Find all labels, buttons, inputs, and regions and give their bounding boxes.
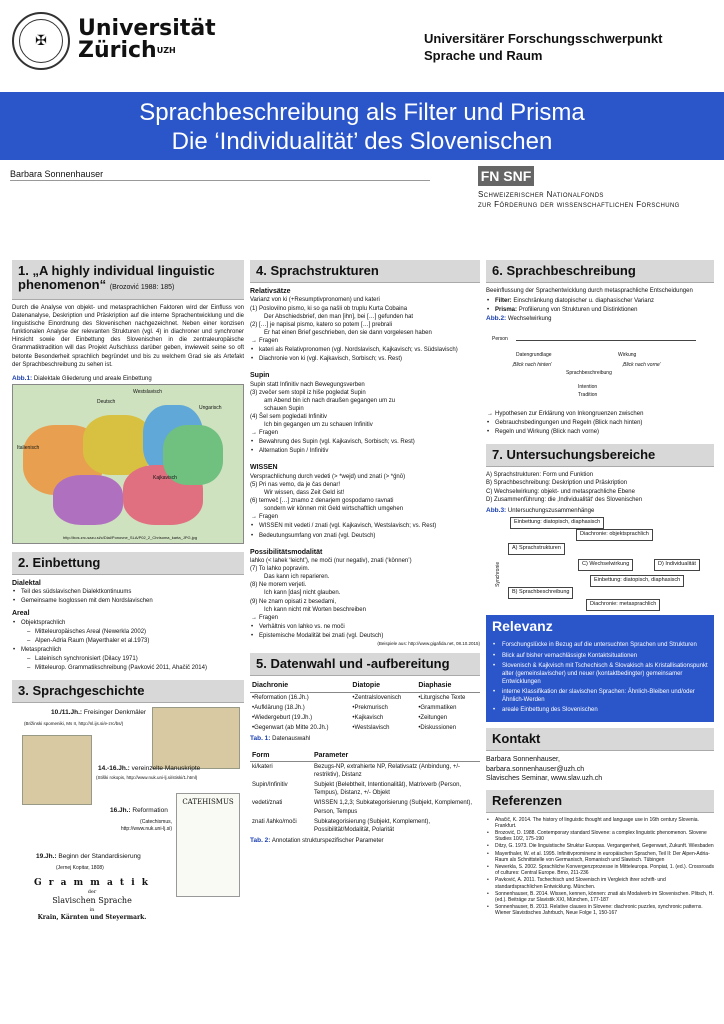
research-program	[424, 30, 664, 64]
text-refs-items-6: • Sonnenhauser, B. 2014. Wissen, kennen, können: znati als Modalverb im Slovenischen. Plitsch, H. (ed.). Beiträge zur Slavistik XXI, München, 177-187	[486, 891, 714, 903]
text-s6-diag-s: Sprachbeschreibung	[566, 370, 612, 377]
tr-element	[250, 750, 480, 762]
text-s7-items-3: D) Zusammenführung: die ‚Individualität‘ des Slovenischen	[486, 496, 643, 503]
kopitar-grammar-title	[12, 877, 172, 922]
data-table-1	[250, 680, 480, 733]
text-s4-mod_lines-4: Ich kann [das] nicht glauben.	[264, 590, 341, 597]
text-s6-items-0-b: Filter:	[495, 298, 512, 305]
ul-element	[12, 628, 244, 645]
divider	[10, 180, 430, 181]
text-s3-d_src: (Jernej Kopitar, 1808)	[56, 865, 104, 872]
text-s7-boxes-syn: Synchronie	[495, 562, 502, 588]
areal-heading: Areal	[12, 610, 30, 618]
tr-element	[250, 703, 480, 713]
text-s4-sup_items-1: • Alternation Supin / Infinitiv	[250, 447, 480, 455]
text-kontakt-lines-0: Barbara Sonnenhauser,	[486, 756, 560, 764]
text-s7-fig: Untersuchungszusammenhänge	[507, 507, 595, 514]
tr-element	[250, 723, 480, 733]
text-s6-fig_label: Abb.2:	[486, 315, 507, 323]
text-s5-t1_rows-1-0: •Aufklärung (18.Jh.)	[252, 704, 305, 711]
text-s4-fragen: → Fragen	[250, 429, 480, 437]
tr-element	[250, 692, 480, 703]
text-s4-rel_lines-0: Varianz von ki (+Resumptivpronomen) und kateri	[250, 297, 380, 304]
div-element	[36, 709, 146, 718]
text-s7-boxes-diach2: Diachronie: metasprachlich	[586, 599, 660, 610]
text-s3-gram_line4: in	[89, 906, 95, 913]
text-s5-t2_rows-0-1: Bezugs-NP, extrahierte NP, Relativsatz (Anbindung, +/- restriktiv), Distanz	[314, 764, 461, 779]
text-s5-t2_headers-0: Form	[250, 750, 312, 762]
text-s4-mod_lines-0: lahko (< lahek ‘leicht’), ne moči (nur negativ), znati (‘können’)	[250, 558, 412, 565]
text-s6-hyp_items-0: • Gebrauchsbedingungen und Regeln (Blick nach hinten)	[486, 419, 714, 427]
text-s5-t2_rows-1-1: Subjekt (Belebtheit, Intentionalität), Matrixverb (Person, Tempus), Distanz, +/- Objekt	[314, 782, 462, 797]
div-element	[478, 190, 680, 210]
text-s3-b: 14.-16.Jh.:	[98, 765, 130, 773]
text-s6-diag-p: Person	[492, 336, 508, 343]
text-s4-wissen_lines-0: Versprachlichung durch vedeti (> *wejd) und znati (> *ǵnō)	[250, 473, 406, 480]
text-s5-t2_caption: Annotation strukturspezifischer Parameter	[271, 837, 384, 844]
text-s5-t1_rows-2-0: •Wiedergeburt (19.Jh.)	[252, 714, 313, 721]
text-s6-items-0-t: Einschränkung diatopischer u. diaphasischer Varianz	[513, 298, 654, 305]
text-refs-items-1: • Brozović, D. 1988. Contemporary standard Slovene: a complex linguistic phenomenon. Slovene Studies 10/2, 175-190	[486, 830, 714, 842]
div-element	[250, 735, 480, 744]
text-s4-rel_items-1: • Diachronie von ki (vgl. Kajkavisch, Sorbisch; vs. Rest)	[250, 355, 480, 363]
div-element	[486, 507, 714, 516]
div-element	[53, 475, 123, 525]
text-s4-fragen: → Fragen	[250, 513, 480, 521]
column-1	[12, 260, 244, 961]
text-s7-boxes-b: B) Sprachbeschreibung	[508, 587, 573, 598]
relevanz-box	[486, 615, 714, 722]
text-s6-items-1-b: Prisma:	[495, 307, 518, 314]
text-s4-rel_lines-2: Der Abschiedsbrief, den man [ihn], bei […] gefunden hat	[264, 313, 414, 320]
section-4-title: 4. Sprachstrukturen	[250, 260, 480, 283]
history-panel	[12, 707, 244, 961]
ul-element	[250, 429, 480, 455]
program-line2: Sprache und Raum	[424, 48, 543, 63]
text-refs-items-2: • Ditzy, G. 1973. Die linguistische Struktur Europas. Vergangenheit, Gegenwart, Zukunft. Wiesbaden	[486, 843, 714, 849]
text-s2-meta_items-1: – Mitteleurop. Grammatikschreibung (Pavković 2011, Ahačič 2014)	[26, 664, 244, 672]
text-s1-title: 1. „A highly individual linguistic phenomenon“	[18, 263, 215, 292]
text-s4-sup_lines-2: am Abend bin ich nach draußen gegangen um zu	[264, 397, 396, 404]
text-s4-rel: Relativsätze	[250, 288, 291, 295]
text-s5-t1_rows-1-1: •Prekmurisch	[352, 704, 388, 711]
text-s7-boxes-diach: Diachronie: objektsprachlich	[576, 529, 653, 540]
contact-web[interactable]: Slavisches Seminar, www.slav.uzh.ch	[486, 775, 603, 783]
text-s1-cite: (Brozović 1988: 185)	[109, 284, 175, 291]
text-s5-t1_caption: Datenauswahl	[272, 735, 311, 742]
text-s6-items-1-t: Profilierung von Strukturen und Distinktionen	[518, 307, 638, 314]
text-s4-mod_lines-3: (8) Ne morem verjeti.	[250, 582, 307, 589]
text-s3-gram_line5: Krain, Kärnten und Steyermark.	[37, 913, 147, 921]
uzh-logo	[12, 12, 216, 72]
text-s2-dialektal_items-0: • Teil des südslavischen Dialektkontinuums	[12, 588, 244, 596]
div-element	[486, 287, 714, 436]
text-s6-diag-h: ‚Blick nach hinten‘	[512, 362, 553, 369]
text-s5-t2_rows-0-0: ki/kateri	[252, 764, 273, 771]
text-s5-t2_rows-2-0: vedeti/znati	[252, 800, 283, 807]
stiski-manuscript	[22, 735, 92, 805]
text-s5-t1_rows-1-2: •Grammatiken	[418, 704, 457, 711]
ul-element	[486, 817, 714, 917]
ul-element	[486, 641, 714, 714]
text-s5-t1_rows-2-2: •Zeitungen	[418, 714, 448, 721]
ul-element	[12, 646, 244, 654]
text-relevanz-title: Relevanz	[486, 615, 714, 637]
program-line1: Universitärer Forschungsschwerpunkt	[424, 31, 663, 46]
text-refs-items-7: • Sonnenhauser, B. 2013. Relative clauses in Slovene: diachronic puzzles, synchronic patterns. Wiener Slavistisches Jahrbuch, Neue Folge 1, 150-167	[486, 904, 714, 916]
map-label-ungarisch: Ungarisch	[199, 404, 222, 411]
section-1-text: Durch die Analyse von objekt- und metasprachlichen Faktoren wird der Einfluss von Datenanalyse, Deskription und Präskription auf die interne Sprachentwicklung und die linguistische Einordnung des Slovenischen nachgezeichnet. Neben einer konzisen funktionalen Analyse der relevanten Strukturen (vgl. 4) in diachroner und synchroner Hinsicht sowie der Einbettung des Slovenischen in die zentraleuropäische Grammatiktradition will das Projekt Aufschluss darüber geben, inwieweit seine so oft betonte Besonderheit sprachlich begründet und bis zu welchem Grad sie als Artefakt der Sprachbeschreibung zu sehen ist.	[12, 305, 244, 368]
text-s5-t1_headers-0: Diachronie	[250, 680, 350, 692]
catechism-page	[176, 793, 240, 897]
text-s6-diag-d: Datengrundlage	[516, 352, 552, 359]
div-element	[98, 765, 200, 774]
references-title: Referenzen	[486, 790, 714, 813]
snf-line2: zur Förderung der wissenschaftlichen Forschung	[478, 200, 680, 209]
text-s7-boxes-top: Einbettung: diatopisch, diaphasisch	[510, 517, 604, 528]
title-line2: Die ‘Individualität’ des Slovenischen	[171, 128, 553, 155]
text-s4-fragen: → Fragen	[250, 337, 480, 345]
text-s4-rel_lines-4: Er hat einen Brief geschrieben, den sie dann vorgelesen haben	[264, 329, 432, 336]
text-s4-mod_lines-2: Das kann ich reparieren.	[264, 574, 330, 581]
div-element	[12, 375, 244, 384]
text-s7-fig_label: Abb.3:	[486, 506, 507, 514]
text-s5-t1_rows-0-0: •Reformation (16.Jh.)	[252, 694, 309, 701]
text-s7-boxes-dd: D) Individualität	[654, 559, 700, 570]
text-s7-items-1: B) Sprachbeschreibung: Deskription und Präskription	[486, 480, 628, 487]
tr-element	[250, 762, 480, 781]
text-s5-t1_rows-3-1: •Westslavisch	[352, 724, 390, 731]
text-s4-wissen_items-0: • WISSEN mit vedeti / znati (vgl. Kajkavisch, Westslavisch; vs. Rest)	[250, 522, 480, 530]
ul-element	[12, 655, 244, 672]
map-url: http://bos.zrc-sazu.si/c/Dial/Ponovne_SLA/P02_2_Chrisoma_karta_JPG.jpg	[63, 534, 198, 540]
section-3-title: 3. Sprachgeschichte	[12, 680, 244, 703]
snf-logo	[468, 166, 718, 212]
text-s4-sup_lines-0: Supin statt Infinitiv nach Bewegungsverben	[250, 381, 365, 388]
uzh-seal	[12, 12, 70, 70]
text-s4-wissen_items-1: • Bedeutungsumfang von znati (vgl. Deutsch)	[250, 532, 480, 540]
ul-element	[486, 410, 714, 436]
text-s2-obj_items-1: – Alpen-Adria Raum (Mayerthaler et al.1973)	[26, 637, 244, 645]
snf-line1: Schweizerischer Nationalfonds	[478, 190, 604, 199]
text-s4-sup: Supin	[250, 372, 270, 380]
tr-element	[250, 713, 480, 723]
li-element	[486, 306, 714, 314]
text-s4-rel_lines-3: (2) […] je napisal pismo, katero so potem […] prebrali	[250, 321, 393, 328]
section-7-title: 7. Untersuchungsbereiche	[486, 444, 714, 467]
text-s4-sup_lines-5: Ich bin gegangen um zu schauen Infinitiv	[264, 422, 373, 429]
div-element	[36, 853, 141, 862]
fig1-label: Abb.1:	[12, 374, 33, 382]
text-refs-items-4: • Newerkla, S. 2002. Sprachliche Konvergenzprozesse in Mitteleuropa. Ponpiat, 1. (ed.). Crossroads of cultures: Central Europe. Brno, 211-236	[486, 864, 714, 876]
section-1-title	[12, 260, 244, 300]
div-element	[12, 304, 244, 369]
div-element	[486, 315, 714, 324]
text-s3-c_src: (Catechismus, http://www.nuk.uni-lj.si)	[120, 819, 172, 832]
text-refs-items-0: • Ahačič, K. 2014. The history of linguistic thought and language use in 16th century Slovenia. Frankfurt.	[486, 817, 714, 829]
text-s5-t2_rows-3-0: znati /lahko/moči	[252, 818, 297, 825]
text-s2-dialektal_items-1: • Gemeinsame Isoglossen mit dem Nordslavischen	[12, 597, 244, 605]
text-s4-fragen: → Fragen	[250, 614, 480, 622]
div-element	[486, 471, 714, 611]
author: Barbara Sonnenhauser	[10, 169, 104, 179]
section-5-title: 5. Datenwahl und -aufbereitung	[250, 653, 480, 676]
text-s5-t1_rows-0-2: •Liturgische Texte	[418, 694, 466, 701]
text-s4-mod_items-0: • Verhältnis von lahko vs. ne moči	[250, 623, 480, 631]
text-s5-t1_rows-3-2: •Diskussionen	[418, 724, 457, 731]
text-s4-rel_lines-1: (1) Poslovilno pismo, ki so ga našli ob truplu Kurta Cobaina	[250, 305, 408, 312]
text-s6-diag-t: Tradition	[578, 392, 598, 399]
text-s6-text: Beeinflussung der Sprachentwicklung durch metasprachliche Entscheidungen	[486, 288, 693, 294]
text-relevanz-items-2: • Slovenisch & Kajkvisch mit Tschechisch & Slovakisch als Kristallisationspunkt alter (gemeinslavischer) und neuer (kontaktbedingter) gemeinsamer Entwicklungen	[492, 662, 708, 686]
text-s5-t2_caption_label: Tab. 2:	[250, 836, 271, 844]
text-s4-mod_lines-5: (9) Ne znam opisati z besedami,	[250, 598, 337, 605]
text-s5-t1_headers-2: Diaphasie	[416, 680, 480, 692]
tr-element	[250, 780, 480, 798]
text-s3-a: 10./11.Jh.:	[50, 709, 83, 717]
map-label-deutsch: Deutsch	[97, 398, 116, 405]
text-s3-c: 16.Jh.:	[110, 807, 131, 815]
text-refs-items-5: • Pavković, A. 2011. Tschechisch und Slovenisch im Vergleich ihrer schrift- und standardsprachlichen Entwicklung. München.	[486, 877, 714, 889]
tr-element	[250, 798, 480, 816]
text-relevanz-items-0: • Forschungslücke in Bezug auf die untersuchten Sprachen und Strukturen	[492, 641, 708, 649]
text-s4-wissen_lines-4: sondern wir können mit Geld wirtschaftlich umgehen	[264, 506, 404, 513]
university-name	[78, 18, 216, 62]
text-s2-obj: • Objektsprachlich	[12, 619, 244, 627]
text-s6-hyp_items-1: • Regeln und Wirkung (Blick nach vorne)	[486, 428, 714, 436]
research-diagram	[486, 515, 714, 611]
text-s4-mod_items-1: • Epistemische Modalität bei znati (vgl. Deutsch)	[250, 632, 480, 640]
text-s2-meta: • Metasprachlich	[12, 646, 244, 654]
text-relevanz-items-4: • areale Einbettung des Slovenischen	[492, 706, 708, 714]
text-s5-t2_headers-1: Parameter	[312, 750, 480, 762]
university-name-line1: Universität	[78, 16, 216, 41]
text-s4-mod_lines-1: (7) To lahko popravim.	[250, 566, 310, 573]
div-element	[12, 579, 244, 673]
section-6-title: 6. Sprachbeschreibung	[486, 260, 714, 283]
text-s6-diag-w: Wirkung	[618, 352, 637, 359]
freising-manuscript	[152, 707, 240, 769]
text-s3-a_text: Freisinger Denkmäler	[83, 709, 146, 717]
ul-element	[250, 337, 480, 363]
ul-element	[250, 614, 480, 640]
uzh-sup: UZH	[156, 46, 176, 55]
text-s6-hyp_intro: → Hypothesen zur Erklärung von Inkongruenzen zwischen	[486, 410, 714, 418]
text-s3-d: 19.Jh.:	[36, 853, 57, 861]
interaction-diagram	[486, 324, 714, 410]
text-s3-gram_line1: G r a m m a t i k	[33, 878, 150, 889]
text-s4-wissen: WISSEN	[250, 464, 278, 472]
title-line1: Sprachbeschreibung als Filter und Prisma	[139, 99, 585, 126]
ul-element	[486, 297, 714, 314]
ul-element	[12, 619, 244, 627]
text-s4-sup_items-0: • Bewahrung des Supin (vgl. Kajkavisch, Sorbisch; vs. Rest)	[250, 438, 480, 446]
text-s3-d_text: Beginn der Standardisierung	[58, 853, 141, 861]
text-s4-sup_lines-3: schauen Supin	[264, 405, 304, 412]
text-s5-t1_rows-0-1: •Zentralslovenisch	[352, 694, 402, 701]
div-element	[516, 340, 696, 341]
text-s4-sup_lines-4: (4) Šel sem pogledati Infinitiv	[250, 414, 328, 420]
div-element	[250, 287, 480, 647]
li-element	[486, 297, 714, 305]
dialect-map	[12, 384, 244, 544]
text-s6-diag-v: ‚Blick nach vorne‘	[622, 362, 661, 369]
div-element	[110, 807, 168, 816]
map-label-westslavisch: Westslavisch	[133, 388, 163, 395]
text-s6-diag-i: Intention	[578, 384, 598, 391]
tr-element	[250, 680, 480, 692]
column-3	[486, 260, 714, 918]
tr-element	[250, 817, 480, 835]
data-table-2	[250, 750, 480, 835]
snf-mark: FN SNF	[478, 166, 534, 186]
text-s2-meta_items-0: – Lateinisch synchronisiert (Dilacy 1971)	[26, 655, 244, 663]
text-s5-t2_rows-2-1: WISSEN 1,2,3; Subkategorisierung (Subjekt, Komplement), Person, Tempus	[314, 800, 473, 815]
map-label-kajkavisch: Kajkavisch	[153, 474, 177, 481]
text-s7-boxes-a: A) Sprachstrukturen	[508, 543, 565, 554]
text-s7-boxes-ein2: Einbettung: diatopisch, diaphasisch	[590, 575, 684, 586]
text-s5-t2_rows-3-1: Subkategorisierung (Subjekt, Komplement), Possibilität/Modalität, Polarität	[314, 818, 431, 833]
text-s3-b_src: (Stiški rokopis, http://www.nuk.uni-lj.si/stiski/1.html)	[96, 775, 198, 781]
column-2	[250, 260, 480, 846]
text-s3-catechism: CATEHISMUS	[182, 798, 234, 807]
text-s4-rel_items-0: • kateri als Relativpronomen (vgl. Nordslavisch, Kajkavisch; vs. Südslavisch)	[250, 346, 480, 354]
text-s3-gram_line3: Slavischen Sprache	[52, 896, 132, 906]
title-banner	[0, 92, 724, 160]
section-2-title: 2. Einbettung	[12, 552, 244, 575]
text-relevanz-items-3: • interne Klassifikation der slavischen Sprachen: Ähnlich-Bleiben und/oder Ähnlich-Werden	[492, 688, 708, 704]
div-element	[486, 755, 714, 783]
contact-title: Kontakt	[486, 728, 714, 751]
dialektal-heading: Dialektal	[12, 579, 41, 587]
text-s4-mod_lines-6: Ich kann nicht mit Worten beschreiben	[264, 606, 366, 613]
text-s2-obj_items-0: – Mitteleuropäisches Areal (Newerkla 2002)	[26, 628, 244, 636]
fig1-caption: Dialektale Gliederung und areale Einbettung	[33, 375, 152, 382]
text-s5-t1_rows-3-0: •Gegenwart (ab Mitte 20.Jh.)	[252, 724, 329, 731]
text-s3-b_text: vereinzelte Manuskripte	[131, 765, 201, 773]
text-s7-items-2: C) Wechselwirkung: objekt- und metasprachliche Ebene	[486, 488, 635, 495]
contact-email[interactable]: barbara.sonnenhauser@uzh.ch	[486, 765, 585, 773]
text-s4-wissen_lines-3: (6) temveč […] znamo z denarjem gospodarno ravnati	[250, 498, 394, 505]
text-s4-examples_src: (Beispiele aus: http://www.gigafida.net, 08.10.2015)	[377, 641, 480, 647]
text-s5-t1_headers-1: Diatopie	[350, 680, 416, 692]
text-s3-gram_line2: der	[87, 889, 97, 896]
university-name-line2: Zürich	[78, 38, 157, 63]
div-element	[250, 837, 480, 846]
seal-icon: ✠	[19, 19, 63, 63]
text-relevanz-items-1: • Blick auf bisher vernachlässigte Kontaktsituationen	[492, 652, 708, 660]
div-element	[78, 40, 216, 62]
text-s3-a_src: (Brižinski spomeniki, Ms II, http://nl.ijs.si/e-zrc/bs/)	[24, 721, 124, 727]
text-s4-sup_lines-1: (3) zvečer sem stopil iz hiše pogledat Supin	[250, 389, 366, 396]
ul-element	[250, 513, 480, 539]
text-s5-t1_rows-2-1: •Kajkavisch	[352, 714, 384, 721]
text-s6-fig: Wechselwirkung	[507, 316, 552, 323]
text-s5-t1_caption_label: Tab. 1:	[250, 734, 271, 742]
text-s3-c_text: Reformation	[132, 807, 168, 815]
text-s4-wissen_lines-2: Wir wissen, dass Zeit Geld ist!	[264, 490, 345, 497]
text-s4-mod: Possibilitätsmodalität	[250, 548, 323, 556]
text-s7-boxes-c: C) Wechselwirkung	[578, 559, 633, 570]
map-label-italienisch: Italienisch	[17, 444, 40, 451]
ul-element	[12, 588, 244, 605]
text-s7-items-0: A) Sprachstrukturen: Form und Funktion	[486, 472, 594, 479]
text-refs-items-3: • Mayerthaler, W. et al. 1995. Infinitivprominenz in europäischen Sprachen, Teil II: Der Alpen-Adria-Raum als Schnittstelle von Germanisch, Romanisch und Slawisch. Tübingen	[486, 851, 714, 863]
text-s5-t2_rows-1-0: Supin/Infinitiv	[252, 782, 288, 789]
text-s4-wissen_lines-1: (5) Pri nas vemo, da je čas denar!	[250, 482, 341, 488]
